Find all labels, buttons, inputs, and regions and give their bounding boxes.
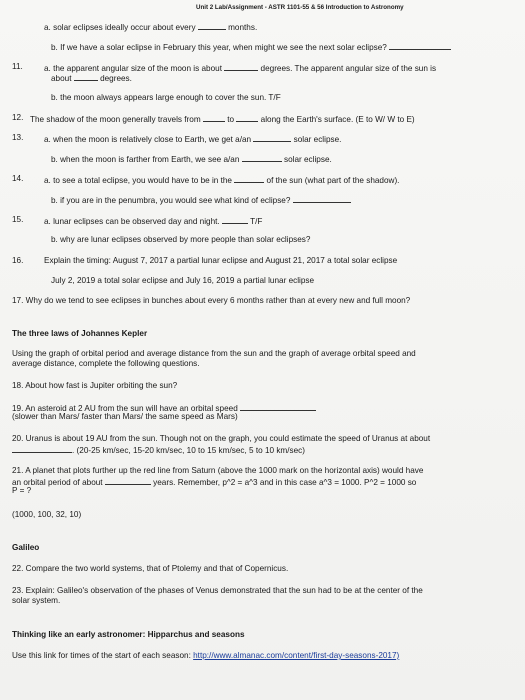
q11a-blank[interactable] (224, 62, 258, 71)
q21b (12, 476, 416, 488)
q11a-mid: degrees. The apparent angular size of the sun is (260, 64, 437, 73)
q20a: 20. Uranus is about 19 AU from the sun. Though not on the graph, you could estimate the speed of Uranus at about (12, 434, 431, 443)
q11b: b. the moon always appears large enough to cover the sun. T/F (51, 93, 281, 102)
q12-text-b: to (227, 115, 235, 124)
q20b-text: . (20-25 km/sec, 15-20 km/sec, 10 to 15 km/sec, 5 to 10 km/sec) (72, 446, 305, 455)
q10b-text: b. If we have a solar eclipse in February this year, when might we see the next solar eclipse? (51, 43, 387, 52)
q15a-text: a. lunar eclipses can be observed day and night. (44, 217, 220, 226)
q21b-text-2: years. Remember, p^2 = a^3 and in this case a^3 = 1000. P^2 = 1000 so (153, 478, 417, 487)
q11a-line2 (51, 72, 132, 84)
q14-number: 14. (12, 174, 24, 183)
q20b (12, 444, 305, 456)
q21-blank[interactable] (105, 476, 151, 485)
q11a-text: a. the apparent angular size of the moon is about (44, 64, 222, 73)
q13b-text: b. when the moon is farther from Earth, we see a/an (51, 155, 240, 164)
q13a (44, 133, 341, 145)
q11a-blank-2[interactable] (74, 72, 98, 81)
q18: 18. About how fast is Jupiter orbiting the sun? (12, 381, 178, 390)
q12 (30, 113, 415, 125)
q11a-degrees: degrees. (100, 74, 132, 83)
q15-number: 15. (12, 215, 24, 224)
q21-choices: (1000, 100, 32, 10) (12, 510, 82, 519)
q11a-about: about (51, 74, 72, 83)
q16b: July 2, 2019 a total solar eclipse and July 16, 2019 a partial lunar eclipse (51, 276, 315, 285)
q14a-text: a. to see a total eclipse, you would have to be in the (44, 176, 232, 185)
kepler-intro-2: average distance, complete the following questions. (12, 359, 200, 368)
q12-blank-1[interactable] (203, 113, 225, 122)
q15a-blank[interactable] (222, 215, 248, 224)
q15b: b. why are lunar eclipses observed by more people than solar eclipses? (51, 235, 311, 244)
q14a-blank[interactable] (234, 174, 264, 183)
q16a: Explain the timing: August 7, 2017 a partial lunar eclipse and August 21, 2017 a total solar eclipse (44, 256, 398, 265)
page-header: Unit 2 Lab/Assignment - ASTR 1101-55 & 56 Introduction to Astronomy (196, 4, 404, 11)
q13-number: 13. (12, 133, 24, 142)
q13b-blank[interactable] (242, 153, 282, 162)
q15a (44, 215, 262, 227)
q10a-blank[interactable] (198, 21, 226, 30)
q12-text-a: The shadow of the moon generally travels from (30, 115, 201, 124)
q19b: (slower than Mars/ faster than Mars/ the same speed as Mars) (12, 412, 238, 421)
q10a-text: a. solar eclipses ideally occur about every (44, 23, 196, 32)
q22: 22. Compare the two world systems, that of Ptolemy and that of Copernicus. (12, 564, 289, 573)
q21b-text-1: an orbital period of about (12, 478, 103, 487)
q14b-blank[interactable] (293, 194, 351, 203)
q19-blank[interactable] (240, 402, 316, 411)
q13b (51, 153, 332, 165)
q10b-blank[interactable] (389, 41, 451, 50)
seasons-line (12, 651, 399, 661)
q14a-end: of the sun (what part of the shadow). (266, 176, 400, 185)
q17: 17. Why do we tend to see eclipses in bunches about every 6 months rather than at every new and full moon? (12, 296, 411, 305)
seasons-link[interactable]: http://www.almanac.com/content/first-day-seasons-2017) (193, 651, 400, 660)
q19a-text: 19. An asteroid at 2 AU from the sun will have an orbital speed (12, 404, 238, 413)
q12-blank-2[interactable] (236, 113, 258, 122)
kepler-intro-1: Using the graph of orbital period and average distance from the sun and the graph of average orbital speed and (12, 349, 416, 358)
q13a-text: a. when the moon is relatively close to Earth, we get a/an (44, 135, 252, 144)
q11-number: 11. (12, 62, 23, 71)
q23b: solar system. (12, 596, 61, 605)
hipparchus-heading: Thinking like an early astronomer: Hipparchus and seasons (12, 630, 245, 639)
q13a-blank[interactable] (253, 133, 291, 142)
q14b (51, 194, 351, 206)
q12-number: 12. (12, 113, 24, 122)
q10a (44, 21, 257, 33)
seasons-text: Use this link for times of the start of each season: (12, 651, 191, 660)
q10a-end: months. (228, 23, 258, 32)
q20-blank[interactable] (12, 444, 72, 453)
q13a-end: solar eclipse. (293, 135, 342, 144)
galileo-heading: Galileo (12, 543, 40, 552)
kepler-heading: The three laws of Johannes Kepler (12, 329, 148, 338)
q12-text-c: along the Earth's surface. (E to W/ W to E) (260, 115, 415, 124)
q23a: 23. Explain: Galileo's observation of the phases of Venus demonstrated that the sun had to be at the center of the (12, 586, 423, 595)
q13b-end: solar eclipse. (283, 155, 332, 164)
q10b (51, 41, 451, 53)
q21c: P = ? (12, 486, 32, 495)
q15a-end: T/F (250, 217, 263, 226)
q21a: 21. A planet that plots further up the red line from Saturn (above the 1000 mark on the horizontal axis) would have (12, 466, 424, 475)
q16-number: 16. (12, 256, 24, 265)
q14a (44, 174, 399, 186)
q14b-text: b. if you are in the penumbra, you would see what kind of eclipse? (51, 196, 291, 205)
